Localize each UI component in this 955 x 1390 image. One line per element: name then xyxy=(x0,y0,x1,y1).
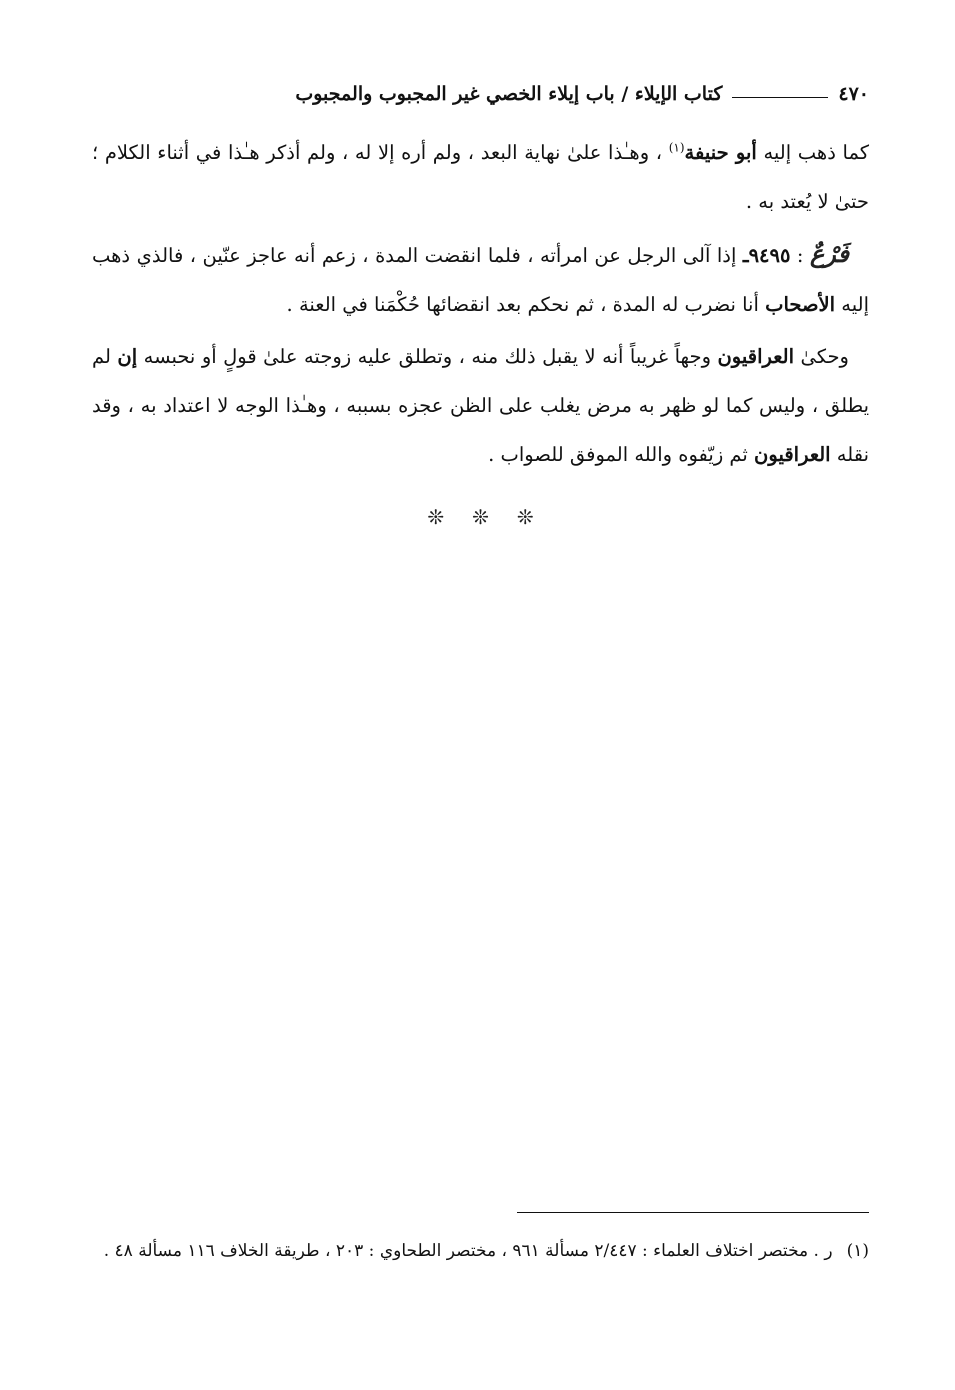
separator-star-icon: ❊ xyxy=(427,505,445,529)
text-run: ، وهـٰذا علىٰ نهاية البعد ، ولم أره إلا له ، ولم أذكر هـٰذا في أثناء الكلام ؛ حتىٰ لا يُعتد به . xyxy=(92,141,869,213)
page-number: ٤٧٠ xyxy=(838,83,869,105)
text-run: كما ذهب إليه xyxy=(756,141,870,164)
text-run: : xyxy=(790,244,810,267)
bold-term: العراقيون xyxy=(717,345,795,368)
issue-number: ٩٤٩٥ـ xyxy=(742,244,791,267)
footnote-marker: (١) xyxy=(846,1241,869,1261)
text-run: ثم زيّفوه والله الموفق للصواب . xyxy=(488,443,755,466)
text-run: لم يطلق ، وليس كما لو ظهر به مرض يغلب على الظن عجزه بسببه ، وهـٰذا الوجه لا اعتداد به ، وقد نقله xyxy=(92,345,869,466)
footnote xyxy=(92,1235,869,1267)
bold-term: إن xyxy=(117,345,138,368)
paragraph-2 xyxy=(92,229,869,329)
text-run: وجهاً غريباً أنه لا يقبل ذلك منه ، وتطلق عليه زوجته علىٰ قولٍ أو نحبسه xyxy=(137,345,718,368)
book-page xyxy=(92,74,869,1390)
paragraph-1 xyxy=(92,128,869,226)
text-run: وحكىٰ xyxy=(794,345,849,368)
bold-term: العراقيون xyxy=(754,443,831,466)
bold-term: الأصحاب xyxy=(765,293,836,316)
running-header xyxy=(92,74,869,114)
separator-star-icon: ❊ xyxy=(516,505,534,529)
far-heading: فَرْعٌ xyxy=(809,239,850,268)
bold-term: أبو حنيفة xyxy=(684,141,757,164)
footnote-reference: (١) xyxy=(668,140,685,155)
chapter-title: كتاب الإيلاء / باب إيلاء الخصي غير المجبوب والمجبوب xyxy=(295,83,723,105)
footnote-rule xyxy=(517,1212,869,1213)
main-text xyxy=(92,128,869,542)
separator-star-icon: ❊ xyxy=(472,505,489,529)
header-rule xyxy=(732,97,828,98)
footnote-text: ر . مختصر اختلاف العلماء : ٢/٤٤٧ مسألة ٩٦١ ، مختصر الطحاوي : ٢٠٣ ، طريقة الخلاف ١١٦ مسألة ٤٨ . xyxy=(103,1241,833,1261)
text-run: أنا نضرب له المدة ، ثم نحكم بعد انقضائها حُكْمَنا في العنة . xyxy=(286,293,766,316)
text-run: إذا آلى الرجل عن امرأته ، فلما انقضت المدة ، زعم أنه عاجز عنّين ، فالذي ذهب إليه xyxy=(92,244,869,316)
paragraph-3 xyxy=(92,332,869,479)
section-separator xyxy=(92,493,869,542)
